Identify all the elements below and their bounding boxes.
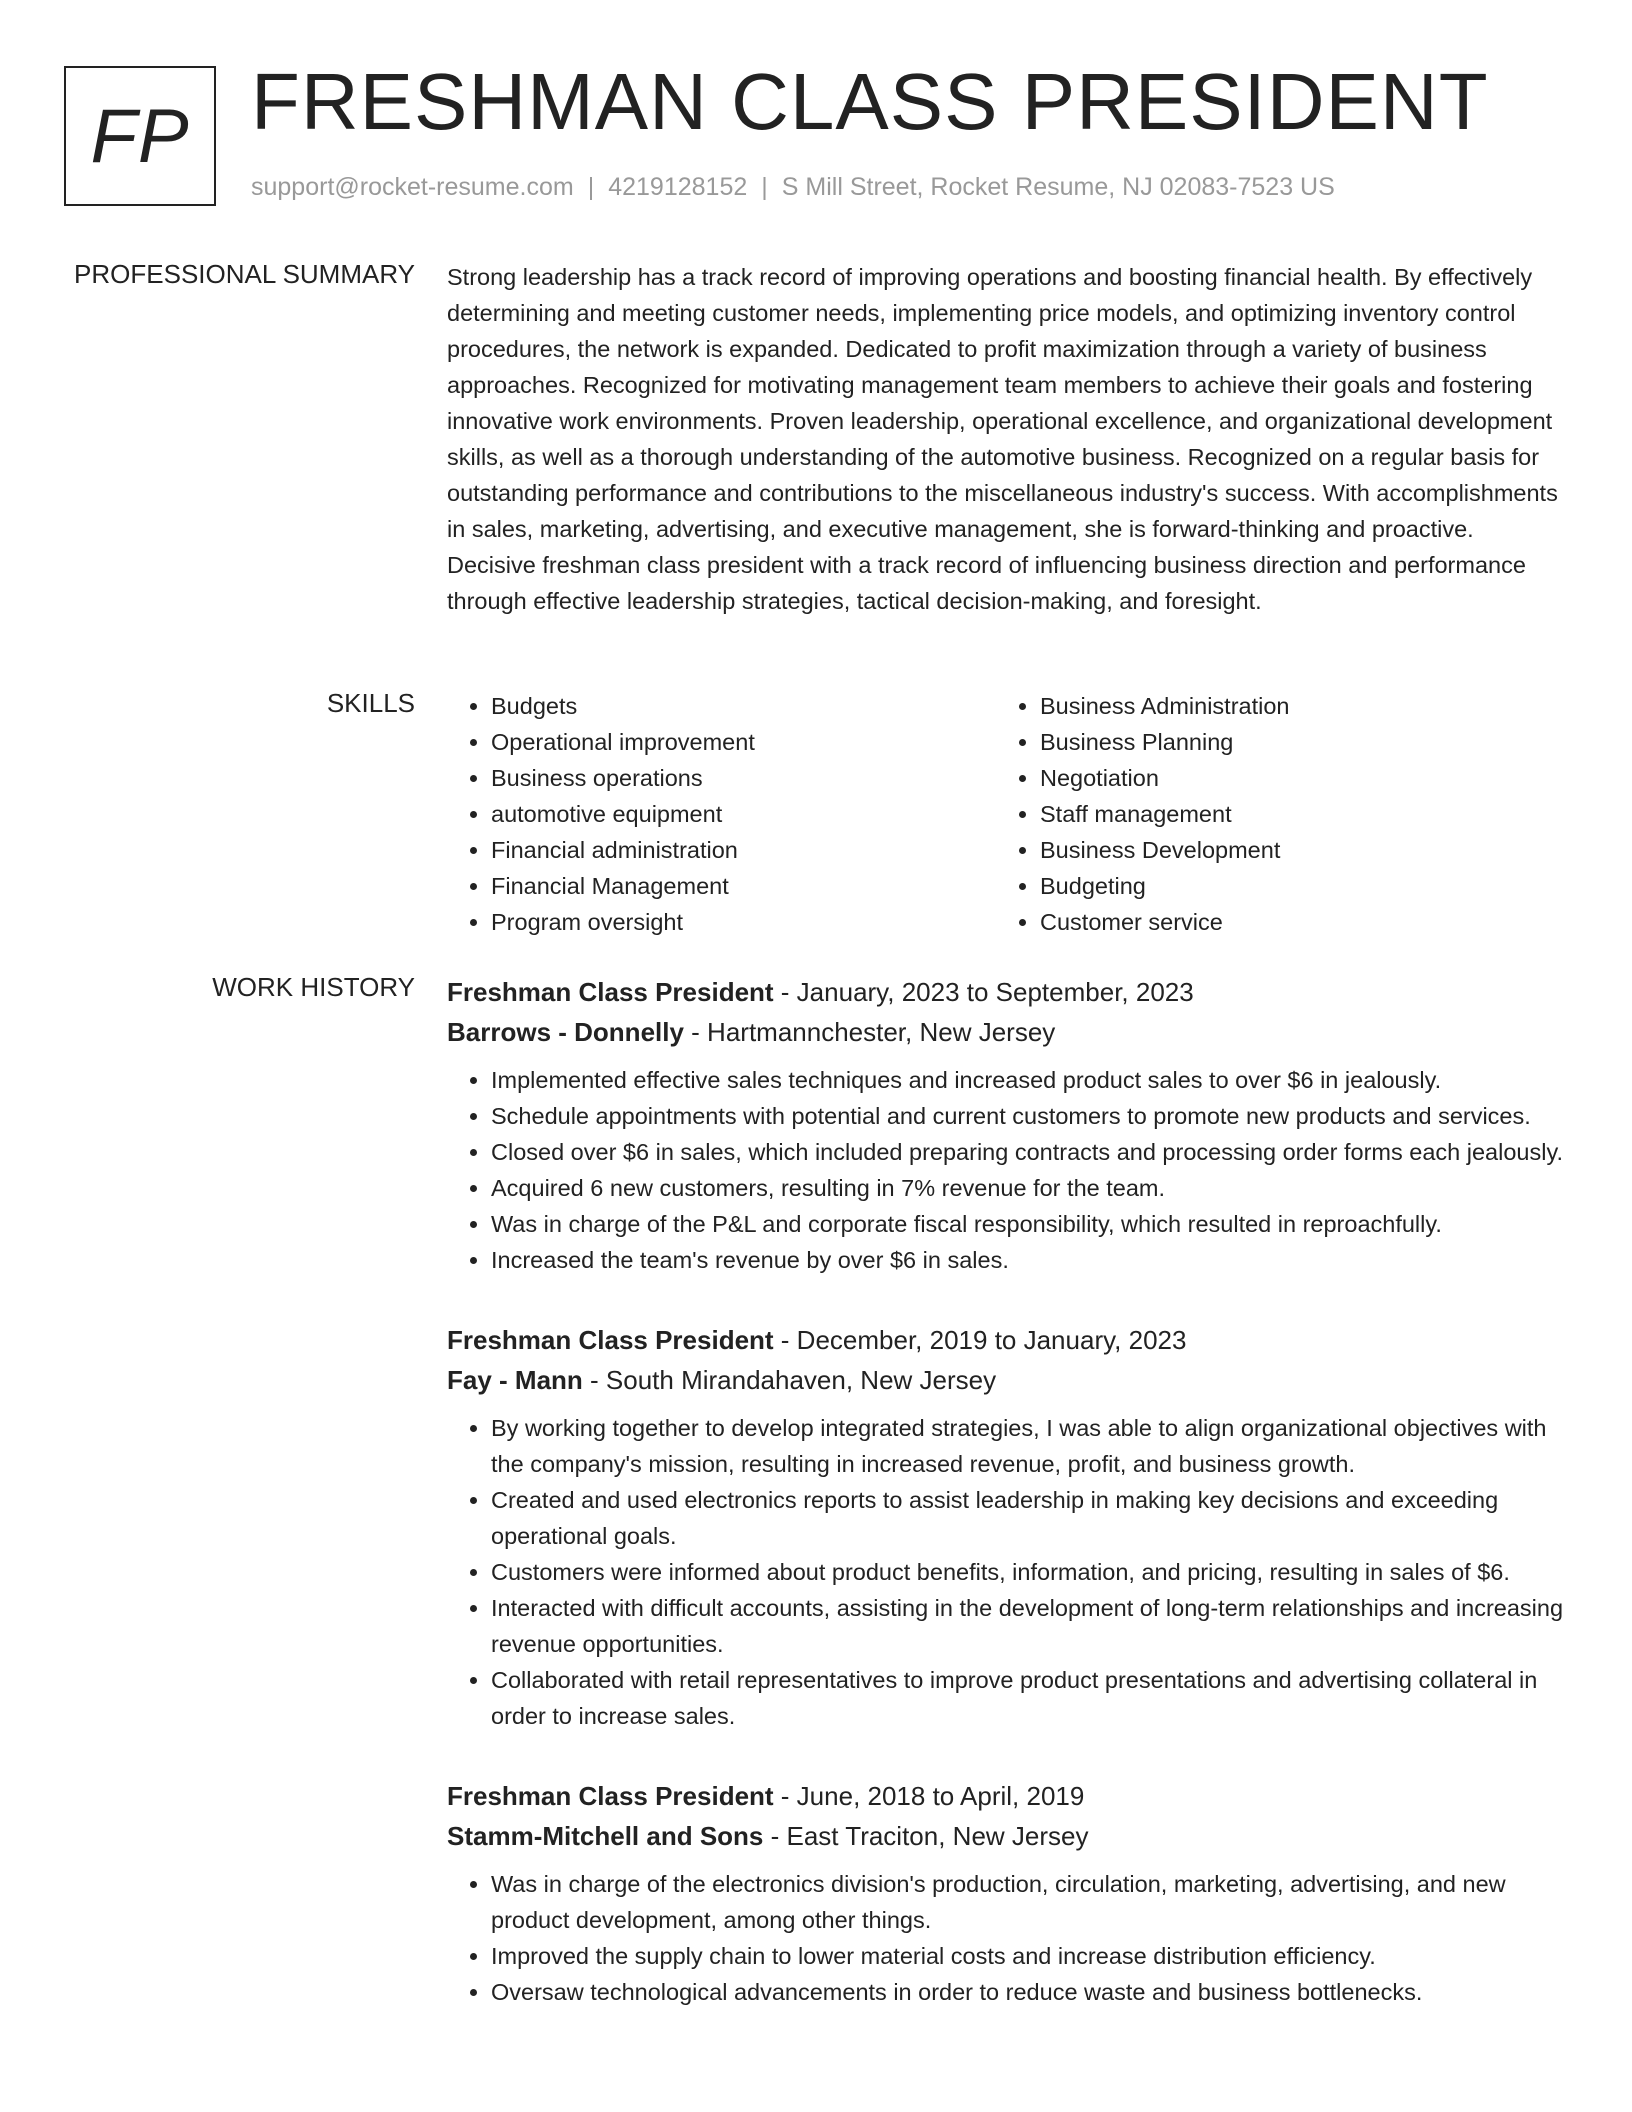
contact-address: S Mill Street, Rocket Resume, NJ 02083-7523 US — [781, 173, 1335, 201]
monogram-badge — [64, 66, 216, 206]
skills-heading: SKILLS — [326, 688, 415, 718]
job-bullet: • Created and used electronics reports to assist leadership in making key decisions and exceeding operational goals. — [491, 1482, 1567, 1554]
job-company-line — [447, 1360, 1567, 1400]
job-company-line — [447, 1816, 1567, 1856]
skills-column-left — [447, 688, 996, 940]
contact-separator: | — [761, 173, 768, 201]
contact-line — [251, 173, 1335, 202]
summary-heading: PROFESSIONAL SUMMARY — [74, 259, 415, 289]
job-bullet: • Was in charge of the electronics division's production, circulation, marketing, advertising, and new product development, among other things. — [491, 1866, 1567, 1938]
job-bullets — [447, 1410, 1567, 1734]
skill-item: • Program oversight — [491, 904, 996, 940]
skill-item: • automotive equipment — [491, 796, 996, 832]
job-location: - East Traciton, New Jersey — [763, 1821, 1089, 1851]
job-dates: - December, 2019 to January, 2023 — [773, 1325, 1187, 1355]
job-entry — [447, 1776, 1567, 2010]
skill-item: • Business Development — [1040, 832, 1545, 868]
job-company: Stamm-Mitchell and Sons — [447, 1821, 764, 1851]
job-title: Freshman Class President — [447, 977, 774, 1007]
work-history-list — [447, 972, 1567, 2052]
summary-text: Strong leadership has a track record of improving operations and boosting financial health. By effectively determining and meeting customer needs, implementing price models, and optimizing inventory control procedures, the network is expanded. Dedicated to profit maximization through a variety of business approaches. Recognized for motivating management team members to achieve their goals and fostering innovative work environments. Proven leadership, operational excellence, and organizational development skills, as well as a thorough understanding of the automotive business. Recognized on a regular basis for outstanding performance and contributions to the miscellaneous industry's success. With accomplishments in sales, marketing, advertising, and executive management, she is forward-thinking and proactive. Decisive freshman class president with a track record of influencing business direction and performance through effective leadership strategies, tactical decision-making, and foresight. — [447, 264, 1558, 614]
job-bullet: • Acquired 6 new customers, resulting in 7% revenue for the team. — [491, 1170, 1567, 1206]
job-bullet: • Increased the team's revenue by over $6 in sales. — [491, 1242, 1567, 1278]
contact-separator: | — [587, 173, 595, 201]
job-title: Freshman Class President — [447, 1781, 774, 1811]
job-title-line — [447, 972, 1567, 1012]
job-title: Freshman Class President — [447, 1325, 774, 1355]
skills-list — [447, 688, 1567, 940]
job-location: - Hartmannchester, New Jersey — [683, 1017, 1056, 1047]
job-bullet: • Oversaw technological advancements in order to reduce waste and business bottlenecks. — [491, 1974, 1567, 2010]
job-bullet: • Interacted with difficult accounts, assisting in the development of long-term relationships and increasing revenue opportunities. — [491, 1590, 1567, 1662]
contact-email: support@rocket-resume.com — [251, 173, 574, 201]
page-title: FRESHMAN CLASS PRESIDENT — [251, 57, 1489, 146]
contact-phone: 4219128152 — [608, 173, 748, 201]
job-bullet: • Collaborated with retail representatives to improve product presentations and advertising collateral in order to increase sales. — [491, 1662, 1567, 1734]
skill-item: • Budgeting — [1040, 868, 1545, 904]
job-company: Fay - Mann — [447, 1365, 583, 1395]
job-company: Barrows - Donnelly — [447, 1017, 684, 1047]
job-entry — [447, 1320, 1567, 1734]
job-bullet: • Implemented effective sales techniques and increased product sales to over $6 in jealously. — [491, 1062, 1567, 1098]
work-history-heading: WORK HISTORY — [212, 972, 415, 1002]
skill-item: • Financial Management — [491, 868, 996, 904]
skill-item: • Negotiation — [1040, 760, 1545, 796]
skill-item: • Budgets — [491, 688, 996, 724]
monogram-initials: FP — [90, 93, 190, 179]
job-location: - South Mirandahaven, New Jersey — [582, 1365, 997, 1395]
job-company-line — [447, 1012, 1567, 1052]
skill-item: • Financial administration — [491, 832, 996, 868]
skill-item: • Operational improvement — [491, 724, 996, 760]
job-dates: - June, 2018 to April, 2019 — [773, 1781, 1085, 1811]
job-bullet: • Was in charge of the P&L and corporate fiscal responsibility, which resulted in reproachfully. — [491, 1206, 1567, 1242]
job-bullets — [447, 1062, 1567, 1278]
job-title-line — [447, 1320, 1567, 1360]
job-bullet: • Improved the supply chain to lower material costs and increase distribution efficiency. — [491, 1938, 1567, 1974]
skill-item: • Business Administration — [1040, 688, 1545, 724]
skill-item: • Business Planning — [1040, 724, 1545, 760]
job-bullet: • Closed over $6 in sales, which included preparing contracts and processing order forms each jealously. — [491, 1134, 1567, 1170]
job-bullet: • By working together to develop integrated strategies, I was able to align organizational objectives with the company's mission, resulting in increased revenue, profit, and business growth. — [491, 1410, 1567, 1482]
skills-column-right — [996, 688, 1545, 940]
skill-item: • Staff management — [1040, 796, 1545, 832]
skill-item: • Customer service — [1040, 904, 1545, 940]
skill-item: • Business operations — [491, 760, 996, 796]
job-entry — [447, 972, 1567, 1278]
job-bullets — [447, 1866, 1567, 2010]
job-title-line — [447, 1776, 1567, 1816]
job-bullet: • Schedule appointments with potential and current customers to promote new products and services. — [491, 1098, 1567, 1134]
job-dates: - January, 2023 to September, 2023 — [773, 977, 1194, 1007]
job-bullet: • Customers were informed about product benefits, information, and pricing, resulting in sales of $6. — [491, 1554, 1567, 1590]
